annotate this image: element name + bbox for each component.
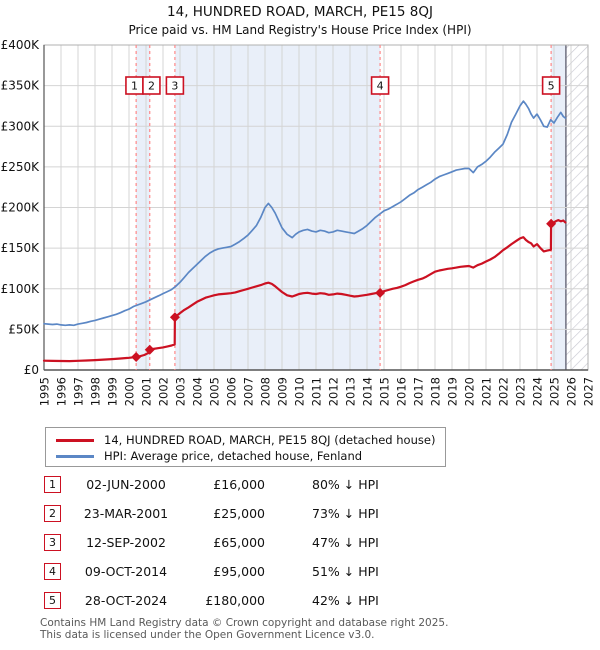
sale-hpi-delta: 42% ↓ HPI	[312, 593, 379, 608]
legend-label-price-paid: 14, HUNDRED ROAD, MARCH, PE15 8QJ (detached house)	[104, 433, 436, 447]
sale-price: £65,000	[213, 535, 265, 550]
x-tick-label: 2017	[411, 377, 426, 407]
x-tick-label: 2011	[309, 377, 324, 407]
sale-date: 23-MAR-2001	[83, 506, 169, 521]
copyright-footer	[40, 617, 448, 641]
sale-number-badge: 4	[44, 563, 61, 580]
x-tick-label: 2021	[479, 377, 494, 407]
hpi-line-swatch	[56, 455, 94, 458]
x-tick-label: 1997	[71, 377, 86, 407]
y-tick-label: £200K	[0, 200, 39, 215]
sales-table	[44, 470, 564, 615]
page-title: 14, HUNDRED ROAD, MARCH, PE15 8QJ	[167, 4, 433, 20]
x-tick-label: 2019	[445, 377, 460, 407]
x-tick-label: 2015	[377, 377, 392, 407]
x-tick-label: 2005	[207, 377, 222, 407]
sale-date: 28-OCT-2024	[84, 593, 168, 608]
x-tick-label: 2027	[581, 377, 596, 407]
sale-hpi-delta: 80% ↓ HPI	[312, 477, 379, 492]
sale-number-box-label: 5	[547, 79, 555, 93]
sale-number-badge: 3	[44, 534, 61, 551]
x-tick-label: 2000	[122, 377, 137, 407]
x-tick-label: 2014	[360, 377, 375, 407]
sale-date: 12-SEP-2002	[86, 535, 166, 550]
y-tick-label: £400K	[0, 38, 39, 52]
legend-item-price-paid	[56, 432, 445, 448]
x-tick-label: 1999	[105, 377, 120, 407]
footer-line1: Contains HM Land Registry data © Crown copyright and database right 2025.	[40, 617, 449, 629]
x-tick-label: 2007	[241, 377, 256, 407]
x-tick-label: 2006	[224, 377, 239, 407]
y-tick-label: £350K	[0, 78, 39, 93]
y-tick-label: £300K	[0, 119, 39, 134]
x-tick-label: 2018	[428, 377, 443, 407]
sale-price: £16,000	[213, 477, 265, 492]
x-tick-label: 2022	[496, 377, 511, 407]
sale-hpi-delta: 51% ↓ HPI	[312, 564, 379, 579]
x-tick-label: 2010	[292, 377, 307, 407]
x-tick-label: 2008	[258, 377, 273, 407]
x-tick-label: 2002	[156, 377, 171, 407]
sale-number-box-label: 1	[130, 79, 138, 93]
sale-table-row	[44, 586, 564, 615]
sale-number-box-label: 3	[171, 79, 179, 93]
sale-price: £95,000	[213, 564, 265, 579]
sale-date: 02-JUN-2000	[86, 477, 166, 492]
sale-hpi-delta: 73% ↓ HPI	[312, 506, 379, 521]
x-tick-label: 2026	[564, 377, 579, 407]
x-tick-label: 2009	[275, 377, 290, 407]
sale-number-box-label: 4	[376, 79, 384, 93]
x-tick-label: 2003	[173, 377, 188, 407]
sale-number-badge: 1	[44, 476, 61, 493]
sale-price: £180,000	[205, 593, 265, 608]
x-tick-label: 2001	[139, 377, 154, 407]
x-tick-label: 2024	[530, 377, 545, 407]
x-tick-label: 2012	[326, 377, 341, 407]
y-tick-label: £50K	[8, 322, 39, 337]
sale-hpi-delta: 47% ↓ HPI	[312, 535, 379, 550]
price-paid-line-swatch	[56, 439, 94, 442]
sale-table-row	[44, 499, 564, 528]
x-tick-label: 2025	[547, 377, 562, 407]
x-tick-label: 1996	[54, 377, 69, 407]
x-tick-label: 2013	[343, 377, 358, 407]
x-tick-label: 2004	[190, 377, 205, 407]
sale-table-row	[44, 470, 564, 499]
legend-label-hpi: HPI: Average price, detached house, Fenland	[104, 449, 363, 463]
page-subtitle: Price paid vs. HM Land Registry's House Price Index (HPI)	[128, 23, 472, 37]
y-tick-label: £150K	[0, 241, 39, 256]
sale-number-box-label: 2	[147, 79, 155, 93]
x-tick-label: 2020	[462, 377, 477, 407]
footer-line2: This data is licensed under the Open Government Licence v3.0.	[40, 629, 375, 641]
sale-table-row	[44, 528, 564, 557]
sale-table-row	[44, 557, 564, 586]
x-tick-label: 1998	[88, 377, 103, 407]
sale-price: £25,000	[213, 506, 265, 521]
x-tick-label: 2023	[513, 377, 528, 407]
legend-item-hpi	[56, 448, 445, 464]
y-tick-label: £0	[23, 363, 39, 377]
sale-date: 09-OCT-2014	[84, 564, 168, 579]
sale-number-badge: 5	[44, 592, 61, 609]
y-tick-label: £250K	[0, 159, 39, 174]
x-tick-label: 2016	[394, 377, 409, 407]
x-tick-label: 1995	[37, 377, 52, 407]
chart-legend	[45, 427, 446, 467]
y-tick-label: £100K	[0, 281, 39, 296]
sale-number-badge: 2	[44, 505, 61, 522]
